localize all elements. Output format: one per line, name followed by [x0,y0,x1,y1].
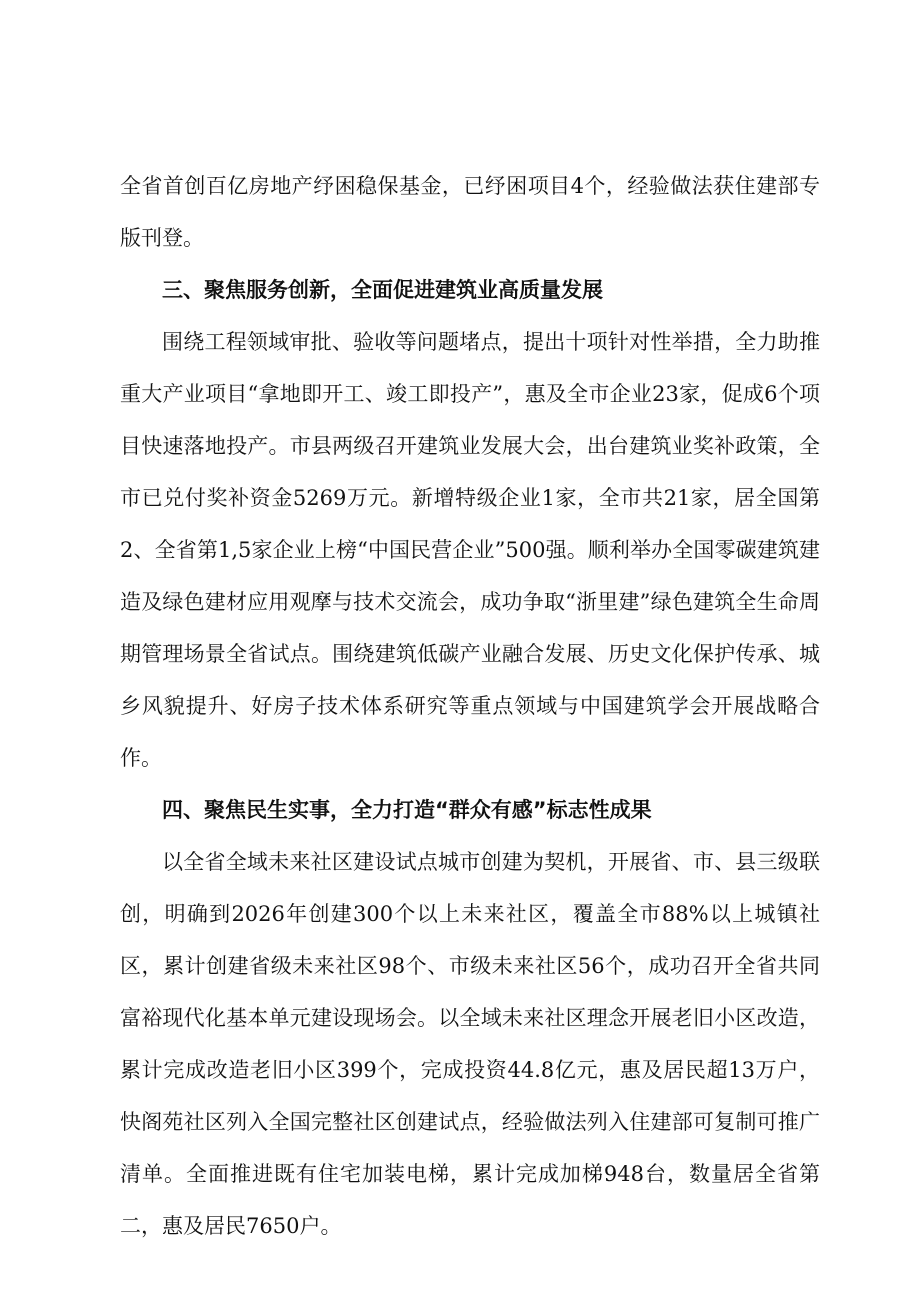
intro-paragraph: 全省首创百亿房地产纾困稳保基金，已纾困项目4个，经验做法获住建部专版刊登。 [120,174,820,250]
section-3-paragraph: 围绕工程领域审批、验收等问题堵点，提出十项针对性举措，全力助推重大产业项目“拿地即开工、竣工即投产”，惠及全市企业23家，促成6个项目快速落地投产。市县两级召开建筑业发展大会，出台建筑业奖补政策，全市已兑付奖补资金5269万元。新增特级企业1家，全市共21家，居全国第2、全省第1,5家企业上榜“中国民营企业”500强。顺利举办全国零碳建筑建造及绿色建材应用观摩与技术交流会，成功争取“浙里建”绿色建筑全生命周期管理场景全省试点。围绕建筑低碳产业融合发展、历史文化保护传承、城乡风貌提升、好房子技术体系研究等重点领域与中国建筑学会开展战略合作。 [120,330,820,770]
document-body [120,160,820,1252]
section-4-paragraph: 以全省全域未来社区建设试点城市创建为契机，开展省、市、县三级联创，明确到2026年创建300个以上未来社区，覆盖全市88%以上城镇社区，累计创建省级未来社区98个、市级未来社区56个，成功召开全省共同富裕现代化基本单元建设现场会。以全域未来社区理念开展老旧小区改造，累计完成改造老旧小区399个，完成投资44.8亿元，惠及居民超13万户，快阁苑社区列入全国完整社区创建试点，经验做法列入住建部可复制可推广清单。全面推进既有住宅加装电梯，累计完成加梯948台，数量居全省第二，惠及居民7650户。 [120,850,820,1238]
section-4-heading: 四、聚焦民生实事，全力打造“群众有感”标志性成果 [162,798,652,822]
section-3-heading: 三、聚焦服务创新，全面促进建筑业高质量发展 [162,278,603,302]
